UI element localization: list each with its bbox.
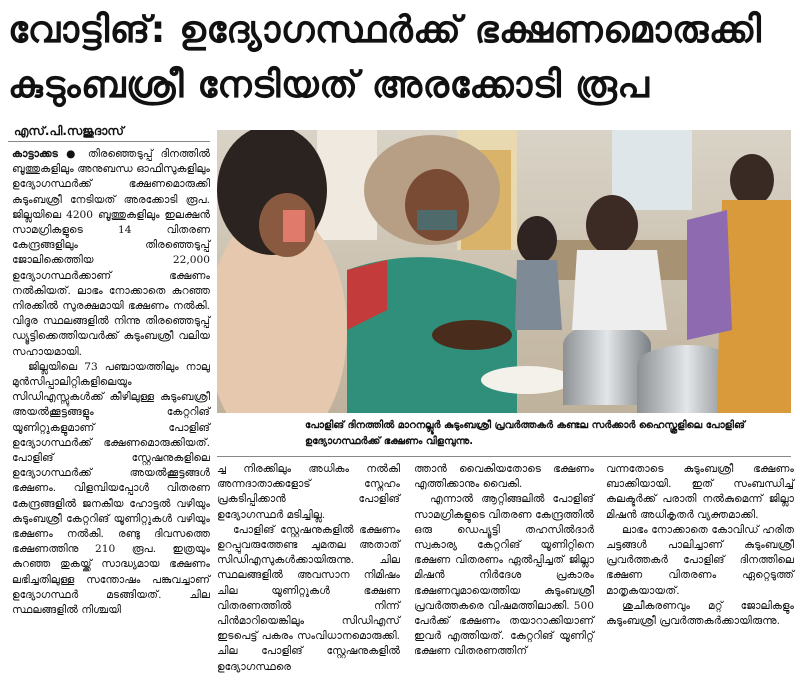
caption-rule: [217, 456, 791, 457]
dateline: കാട്ടാക്കട ●: [12, 148, 80, 160]
column-1-paragraph-2: ജില്ലയിലെ 73 പഞ്ചായത്തിലും നാലു മുൻസിപ്പാലിറ്റികളിലെയും സിഡിഎസ്സുകൾക്ക് കീഴിലുള്ള കുടുംബശ്രീ അയൽക്കൂട്ടങ്ങളും കേറ്ററിങ് യൂണിറ്റുകളുമാണ് പോളിങ് ഉദ്യോഗസ്ഥർക്ക് ഭക്ഷണമൊരുക്കിയത്. പോളിങ് സ്റ്റേഷനുകളിലെ ഉദ്യോഗസ്ഥർക്ക് അയൽക്കൂട്ടങ്ങൾ ഭക്ഷണം. വിളമ്പിയപ്പോൾ വിതരണ കേന്ദ്രങ്ങളിൽ ജനകീയ ഹോട്ടൽ വഴിയും കുടുംബശ്രീ കേറ്ററിങ് യൂണിറ്റുകൾ വഴിയും ഭക്ഷണം നൽകി. രണ്ടു ദിവസത്തെ ഭക്ഷണത്തിനു 210 രൂപ. ഇത്രയും കുറഞ്ഞ തുകയ്ക്ക് സാദ്ധ്യമായ ഭക്ഷണം ലഭിച്ചതിലുള്ള സന്തോഷം പങ്കുവച്ചാണ് ഉദ്യോഗസ്ഥർ മടങ്ങിയത്. ചില സ്ഥലങ്ങളിൽ നിശ്ചയി: [12, 360, 210, 617]
column-2-paragraph-2: പോളിങ് സ്റ്റേഷനുകളിൽ ഭക്ഷണം ഉറപ്പുവരുത്തേണ്ട ചുമതല അതാത് സിഡിഎസുകൾക്കായിരുന്നു. ചില സ്ഥലങ്ങളിൽ അവസാന നിമിഷം ചില യൂണിറ്റുകൾ ഭക്ഷണ വിതരണത്തിൽ നിന്ന് പിൻമാറിയെങ്കിലും സിഡിഎസ് ഇടപെട്ട് പകരം സംവിധാനമൊരുക്കി. ചില പോളിങ് സ്റ്റേഷനുകളിൽ ഉദ്യോഗസ്ഥരെ: [217, 523, 400, 673]
headline: [8, 2, 794, 112]
byline: എസ്.പി.സജുദാസ്: [14, 124, 124, 138]
column-4-paragraph-2: ലാഭം നോക്കാതെ കോവിഡ് ഹരിത ചട്ടങ്ങൾ പാലിച്ചാണ് കുടുംബശ്രീ പ്രവർത്തകർ പോളിങ് ദിനത്തിലെ ഭക്ഷണ വിതരണം ഏറ്റെടുത്ത് മാതൃകയായത്.: [606, 523, 794, 597]
column-4: [606, 462, 794, 629]
headline-line-1: വോട്ടിങ്: ഉദ്യോഗസ്ഥർക്ക് ഭക്ഷണമൊരുക്കി: [8, 8, 762, 51]
byline-rule: [8, 141, 210, 142]
photo-kitchen-volunteers-icon: [217, 130, 791, 413]
column-4-paragraph-1: വന്നതോടെ കുടുംബശ്രീ ഭക്ഷണം ബാക്കിയായി. ഇത് സംബന്ധിച്ച് കലക്ടർക്ക് പരാതി നൽകുമെന്ന് ജില്ലാ മിഷൻ അധികൃതർ വ്യക്തമാക്കി.: [606, 463, 794, 521]
column-2: [217, 462, 400, 675]
column-2-paragraph-1: ച്ച നിരക്കിലും അധികം നൽകി അന്നദാതാക്കളോട് സ്നേഹം പ്രകടിപ്പിക്കാൻ പോളിങ് ഉദ്യോഗസ്ഥർ മടിച്ചില്ല.: [217, 463, 400, 521]
photo-caption: പോളിങ് ദിനത്തിൽ മാറനല്ലൂർ കുടുംബശ്രീ പ്രവർത്തകർ കണ്ടല സർക്കാർ ഹൈസ്കൂളിലെ പോളിങ് ഉദ്യോഗസ്ഥർക്ക് ഭക്ഷണം വിളമ്പുന്നു.: [305, 420, 745, 447]
column-3-paragraph-1: ത്താൻ വൈകിയതോടെ ഭക്ഷണം എത്തിക്കാനും വൈകി.: [414, 463, 594, 491]
column-3-paragraph-2: എന്നാൽ ആറ്റിങ്ങലിൽ പോളിങ് സാമഗ്രികളുടെ വിതരണ കേന്ദ്രത്തിൽ ഒരു ഡെപ്യൂട്ടി തഹസിൽദാർ സ്വകാര്യ കേറ്ററിങ് യൂണിറ്റിനെ ഭക്ഷണ വിതരണം ഏൽപ്പിച്ചത് ജില്ലാ മിഷൻ നിർദേശ പ്രകാരം ഭക്ഷണവുമായെത്തിയ കുടുംബശ്രീ പ്രവർത്തകരെ വിഷമത്തിലാക്കി. 500 പേർക്ക് ഭക്ഷണം തയാറാക്കിയാണ് ഇവർ എത്തിയത്. കേറ്ററിങ് യൂണിറ്റ് ഭക്ഷണ വിതരണത്തിന്: [414, 493, 594, 658]
column-1: [12, 147, 210, 618]
column-3: [414, 462, 594, 660]
column-4-paragraph-3: ശുചീകരണവും മറ്റ് ജോലികളും കുടുംബശ്രീ പ്രവർത്തകർക്കായിരുന്നു.: [606, 599, 794, 628]
news-photo: [217, 130, 791, 413]
column-1-paragraph-1: [12, 147, 210, 360]
headline-line-2: കുടുംബശ്രീ നേടിയത് അരക്കോടി രൂപ: [8, 63, 650, 106]
column-1-text-1: തിരഞ്ഞെടുപ്പ് ദിനത്തിൽ ബൂത്തുകളിലും അനുബന്ധ ഓഫിസുകളിലും ഉദ്യോഗസ്ഥർക്ക് ഭക്ഷണമൊരുക്കി കുടുംബശ്രീ നേടിയത് അരക്കോടി രൂപ. ജില്ലയിലെ 4200 ബൂത്തുകളിലും ഇലക്ഷൻ സാമഗ്രികളുടെ 14 വിതരണ കേന്ദ്രങ്ങളിലും തിരഞ്ഞെടുപ്പ് ജോലിക്കെത്തിയ 22,000 ഉദ്യോഗസ്ഥർക്കാണ് ഭക്ഷണം നൽകിയത്. ലാഭം നോക്കാതെ കുറഞ്ഞ നിരക്കിൽ സുരക്ഷമായി ഭക്ഷണം നൽകി. വിദൂര സ്ഥലങ്ങളിൽ നിന്നു തിരഞ്ഞെടുപ്പ് ഡ്യൂട്ടിക്കെത്തിയവർക്ക് കുടുംബശ്രീ വലിയ സഹായമായി.: [12, 148, 210, 358]
